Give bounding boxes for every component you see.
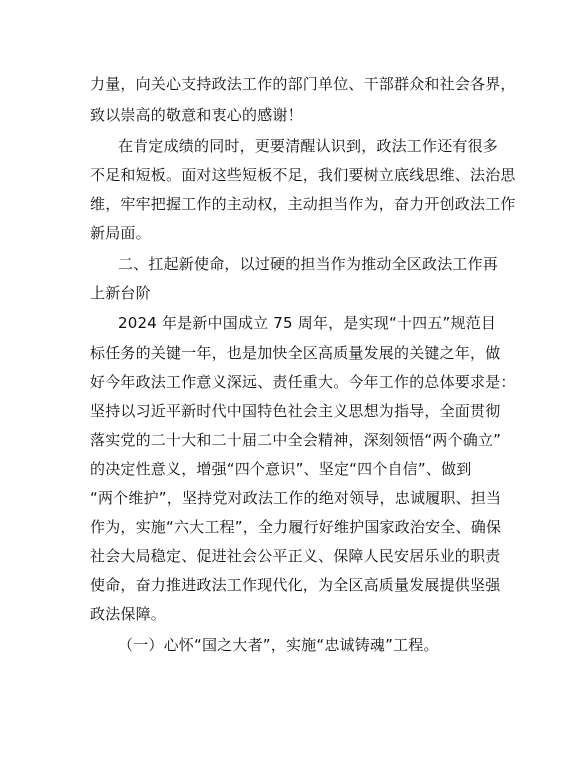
- text-line: 标任务的关键一年，也是加快全区高质量发展的关键之年，做: [90, 344, 501, 362]
- text-line: 社会大局稳定、促进社会公平正义、保障人民安居乐业的职责: [90, 547, 501, 565]
- text-line: 作为，实施“六大工程”，全力履行好维护国家政治安全、确保: [90, 518, 502, 536]
- text-line: 的决定性意义，增强“四个意识”、坚定“四个自信”、做到: [90, 460, 472, 478]
- text-line: 新局面。: [90, 224, 151, 242]
- text-line: 力量，向关心支持政法工作的部门单位、干部群众和社会各界，: [90, 75, 516, 93]
- text-line: 坚持以习近平新时代中国特色社会主义思想为指导，全面贯彻: [90, 402, 501, 420]
- text-line: 致以崇高的敬意和衷心的感谢！: [90, 106, 303, 124]
- text-line: “两个维护”，坚持党对政法工作的绝对领导，忠诚履职、担当: [90, 489, 502, 507]
- heading-line: 二、扛起新使命，以过硬的担当作为推动全区政法工作再: [118, 255, 499, 273]
- text-line: 维，牢牢把握工作的主动权，主动担当作为，奋力开创政法工作: [90, 195, 516, 213]
- text-line: 落实党的二十大和二十届二中全会精神，深刻领悟“两个确立”: [90, 431, 502, 449]
- text-line: 不足和短板。面对这些短板不足，我们要树立底线思维、法治思: [90, 166, 516, 184]
- heading-line: （一）心怀“国之大者”，实施“忠诚铸魂”工程。: [118, 636, 439, 654]
- text-line: 使命，奋力推进政法工作现代化，为全区高质量发展提供坚强: [90, 576, 501, 594]
- text-line: 2024 年是新中国成立 75 周年，是实现“十四五”规范目: [118, 314, 497, 332]
- heading-line: 上新台阶: [90, 284, 151, 302]
- text-line: 在肯定成绩的同时，更要清醒认识到，政法工作还有很多: [118, 137, 499, 155]
- text-line: 政法保障。: [90, 605, 167, 623]
- text-line: 好今年政法工作意义深远、责任重大。今年工作的总体要求是：: [90, 373, 516, 391]
